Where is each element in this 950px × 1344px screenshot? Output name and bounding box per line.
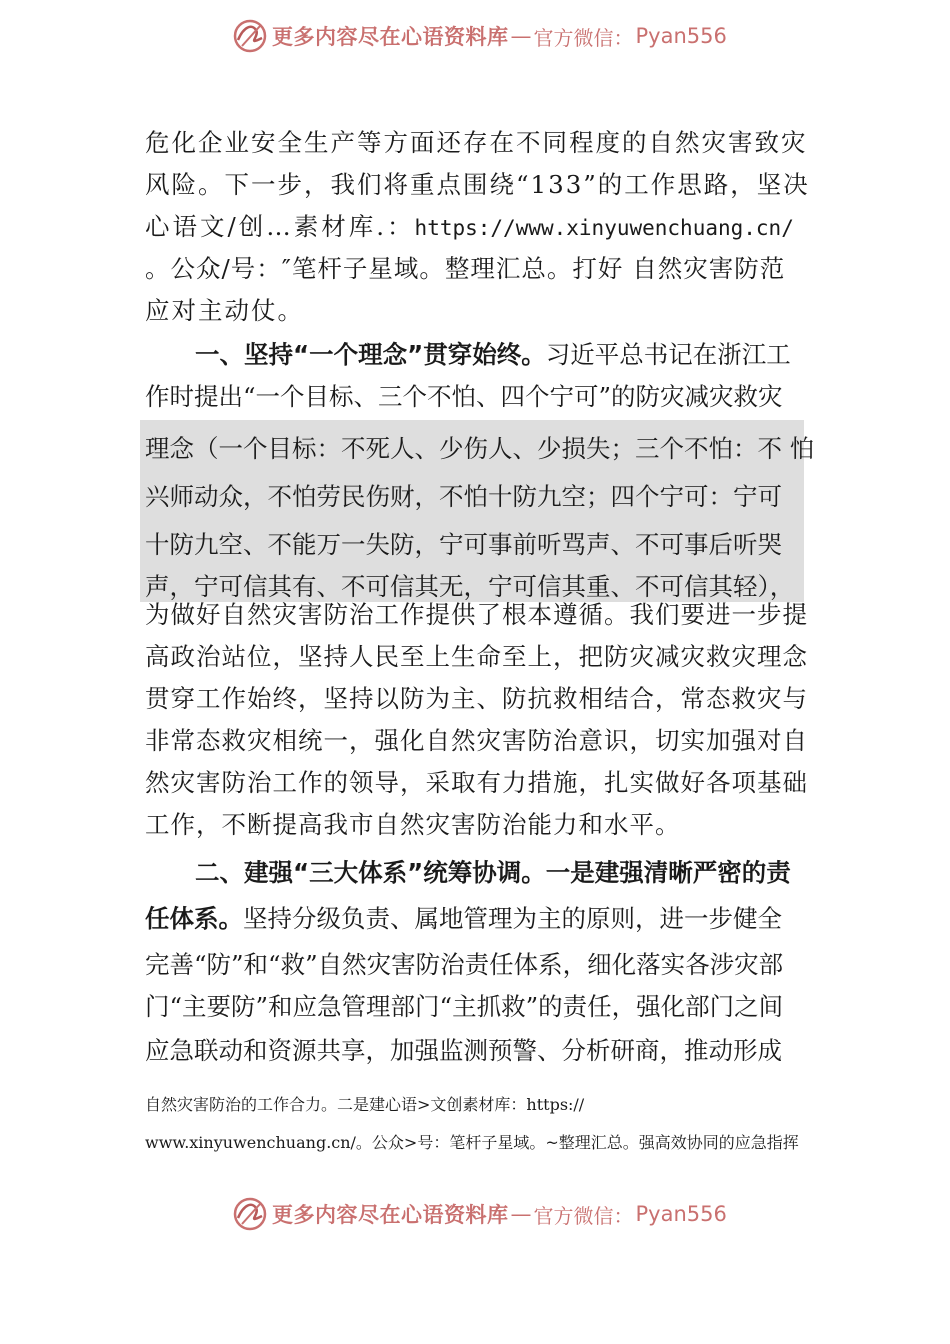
banner-main-text: 更多内容尽在心语资料库	[272, 24, 509, 49]
header-banner	[232, 16, 752, 56]
body-line: 兴师动众，不怕劳民伤财，不怕十防九空；四个宁可：宁可	[145, 482, 782, 511]
subsection-heading-cont: 任体系。	[145, 904, 243, 933]
body-line: 门“主要防”和应急管理部门“主抓救”的责任，强化部门之间	[145, 992, 784, 1021]
body-line	[145, 898, 782, 940]
banner-dash: —	[510, 24, 532, 48]
body-line: 作时提出“一个目标、三个不怕、四个宁可”的防灾减灾救灾	[145, 382, 783, 411]
subsection-heading: 一是建强清晰严密的责	[545, 858, 791, 887]
body-line: 然灾害防治工作的领导，采取有力措施，扎实做好各项基础	[145, 768, 808, 797]
body-line: 非常态救灾相统一，强化自然灾害防治意识，切实加强对自	[145, 726, 808, 755]
footer-line: 自然灾害防治的工作合力。二是建心语>文创素材库：https://	[145, 1095, 585, 1114]
body-text: 坚持分级负责、属地管理为主的原则，进一步健全	[243, 904, 782, 933]
body-line: 工作，不断提高我市自然灾害防治能力和水平。	[145, 810, 681, 839]
banner-dash: —	[510, 1202, 532, 1226]
section-one-line	[195, 334, 791, 376]
section-one-heading: 一、坚持“一个理念”贯穿始终。	[195, 340, 546, 369]
body-line: 应急联动和资源共享，加强监测预警、分析研商，推动形成	[145, 1036, 782, 1065]
banner-wechat-id: Pyan556	[635, 1202, 727, 1226]
banner-wechat-label: 官方微信：	[533, 25, 634, 50]
section-two-heading: 二、建强“三大体系”统筹协调。	[195, 858, 546, 887]
body-line	[145, 206, 794, 248]
body-text: 习近平总书记在浙江工	[545, 340, 791, 369]
body-line: 贯穿工作始终，坚持以防为主、防抗救相结合，常态救灾与	[145, 684, 808, 713]
body-line: 声，宁可信其有、不可信其无，宁可信其重、不可信其轻），	[145, 572, 795, 601]
body-line: 为做好自然灾害防治工作提供了根本遵循。我们要进一步提	[145, 600, 808, 629]
signature-logo-icon	[232, 18, 268, 54]
footer-banner	[232, 1194, 752, 1234]
footer-line: www.xinyuwenchuang.cn/。公众>号：笔杆子星域。~整理汇总。强高效协同的应急指挥	[145, 1133, 799, 1152]
body-line: 完善“防”和“救”自然灾害防治责任体系，细化落实各涉灾部	[145, 950, 784, 979]
body-text: 心语文/创…素材库.：	[145, 212, 415, 241]
url-text: https://www.xinyuwenchuang.cn/	[414, 216, 794, 240]
section-two-line	[195, 852, 791, 894]
banner-wechat-id: Pyan556	[635, 24, 727, 48]
body-line: 风险。下一步，我们将重点围绕“133”的工作思路，坚决	[145, 170, 810, 199]
body-line: 十防九空、不能万一失防，宁可事前听骂声、不可事后听哭	[145, 530, 782, 559]
body-line: 。公众/号：″笔杆子星域。整理汇总。打好 自然灾害防范	[145, 254, 786, 283]
banner-main-text: 更多内容尽在心语资料库	[272, 1202, 509, 1227]
banner-wechat-label: 官方微信：	[533, 1203, 634, 1228]
body-line: 理念（一个目标：不死人、少伤人、少损失；三个不怕：不 怕	[145, 434, 815, 463]
body-line: 危化企业安全生产等方面还存在不同程度的自然灾害致灾	[145, 128, 808, 157]
body-line: 应对主动仗。	[145, 296, 304, 325]
signature-logo-icon	[232, 1196, 268, 1232]
body-line: 高政治站位，坚持人民至上生命至上，把防灾减灾救灾理念	[145, 642, 808, 671]
